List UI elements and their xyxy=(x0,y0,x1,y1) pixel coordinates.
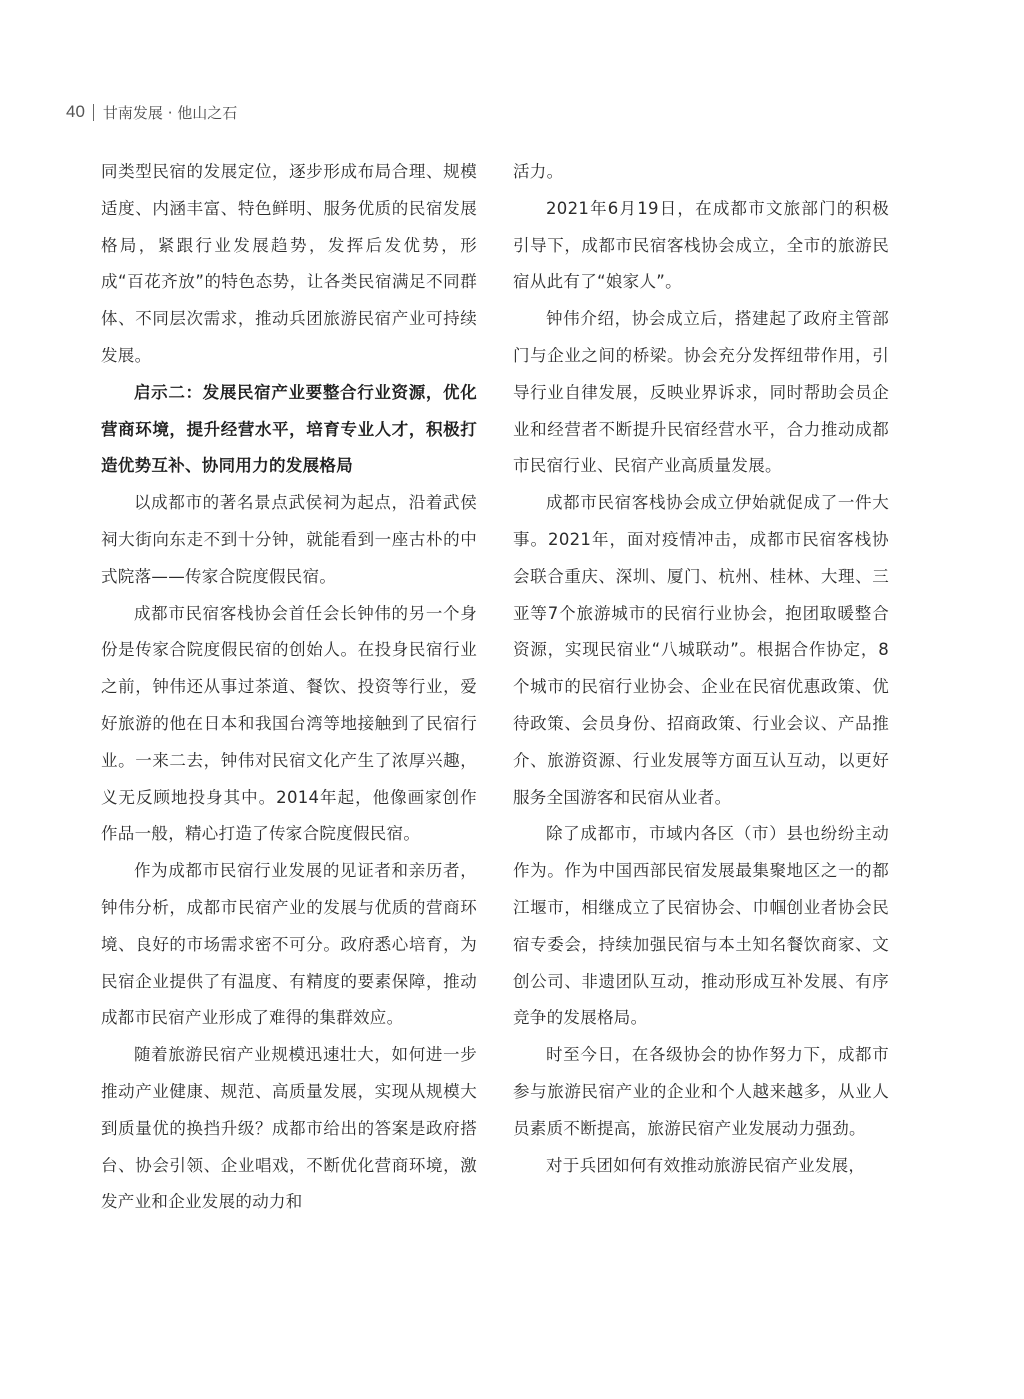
page-number: 40 xyxy=(66,102,85,121)
running-header xyxy=(66,100,237,124)
paragraph: 同类型民宿的发展定位，逐步形成布局合理、规模适度、内涵丰富、特色鲜明、服务优质的民宿发展格局，紧跟行业发展趋势，发挥后发优势，形成“百花齐放”的特色态势，让各类民宿满足不同群体、不同层次需求，推动兵团旅游民宿产业可持续发展。 xyxy=(101,162,477,365)
paragraph: 对于兵团如何有效推动旅游民宿产业发展， xyxy=(546,1155,866,1175)
paragraph: 活力。 xyxy=(513,162,564,181)
paragraph: 时至今日，在各级协会的协作努力下，成都市参与旅游民宿产业的企业和个人越来越多，从业人员素质不断提高，旅游民宿产业发展动力强劲。 xyxy=(513,1045,889,1138)
subheading: 启示二：发展民宿产业要整合行业资源，优化营商环境，提升经营水平，培育专业人才，积极打造优势互补、协同用力的发展格局 xyxy=(101,382,477,476)
section-title: 甘南发展 · 他山之石 xyxy=(102,103,238,122)
paragraph: 2021年6月19日，在成都市文旅部门的积极引导下，成都市民宿客栈协会成立，全市的旅游民宿从此有了“娘家人”。 xyxy=(513,198,889,292)
paragraph: 成都市民宿客栈协会成立伊始就促成了一件大事。2021年，面对疫情冲击，成都市民宿客栈协会联合重庆、深圳、厦门、杭州、桂林、大理、三亚等7个旅游城市的民宿行业协会，抱团取暖整合资源，实现民宿业“八城联动”。根据合作协定，8个城市的民宿行业协会、企业在民宿优惠政策、优待政策、会员身份、招商政策、行业会议、产品推介、旅游资源、行业发展等方面互认互动，以更好服务全国游客和民宿从业者。 xyxy=(513,493,889,807)
paragraph: 钟伟介绍，协会成立后，搭建起了政府主管部门与企业之间的桥梁。协会充分发挥纽带作用，引导行业自律发展，反映业界诉求，同时帮助会员企业和经营者不断提升民宿经营水平，合力推动成都市民宿行业、民宿产业高质量发展。 xyxy=(513,309,889,476)
paragraph: 除了成都市，市域内各区（市）县也纷纷主动作为。作为中国西部民宿发展最集聚地区之一的都江堰市，相继成立了民宿协会、巾帼创业者协会民宿专委会，持续加强民宿与本土知名餐饮商家、文创公司、非遗团队互动，推动形成互补发展、有序竞争的发展格局。 xyxy=(513,824,889,1028)
header-divider xyxy=(93,104,94,121)
paragraph: 成都市民宿客栈协会首任会长钟伟的另一个身份是传家合院度假民宿的创始人。在投身民宿行业之前，钟伟还从事过茶道、餐饮、投资等行业，爱好旅游的他在日本和我国台湾等地接触到了民宿行业。一来二去，钟伟对民宿文化产生了浓厚兴趣，义无反顾地投身其中。2014年起，他像画家创作作品一般，精心打造了传家合院度假民宿。 xyxy=(101,603,477,844)
paragraph: 以成都市的著名景点武侯祠为起点，沿着武侯祠大街向东走不到十分钟，就能看到一座古朴的中式院落——传家合院度假民宿。 xyxy=(101,493,477,586)
right-column xyxy=(513,154,889,1184)
paragraph: 作为成都市民宿行业发展的见证者和亲历者，钟伟分析，成都市民宿产业的发展与优质的营商环境、良好的市场需求密不可分。政府悉心培育，为民宿企业提供了有温度、有精度的要素保障，推动成都市民宿产业形成了难得的集群效应。 xyxy=(101,861,477,1028)
left-column xyxy=(101,154,477,1221)
paragraph: 随着旅游民宿产业规模迅速壮大，如何进一步推动产业健康、规范、高质量发展，实现从规模大到质量优的换挡升级？成都市给出的答案是政府搭台、协会引领、企业唱戏，不断优化营商环境，激发产业和企业发展的动力和 xyxy=(101,1045,477,1212)
